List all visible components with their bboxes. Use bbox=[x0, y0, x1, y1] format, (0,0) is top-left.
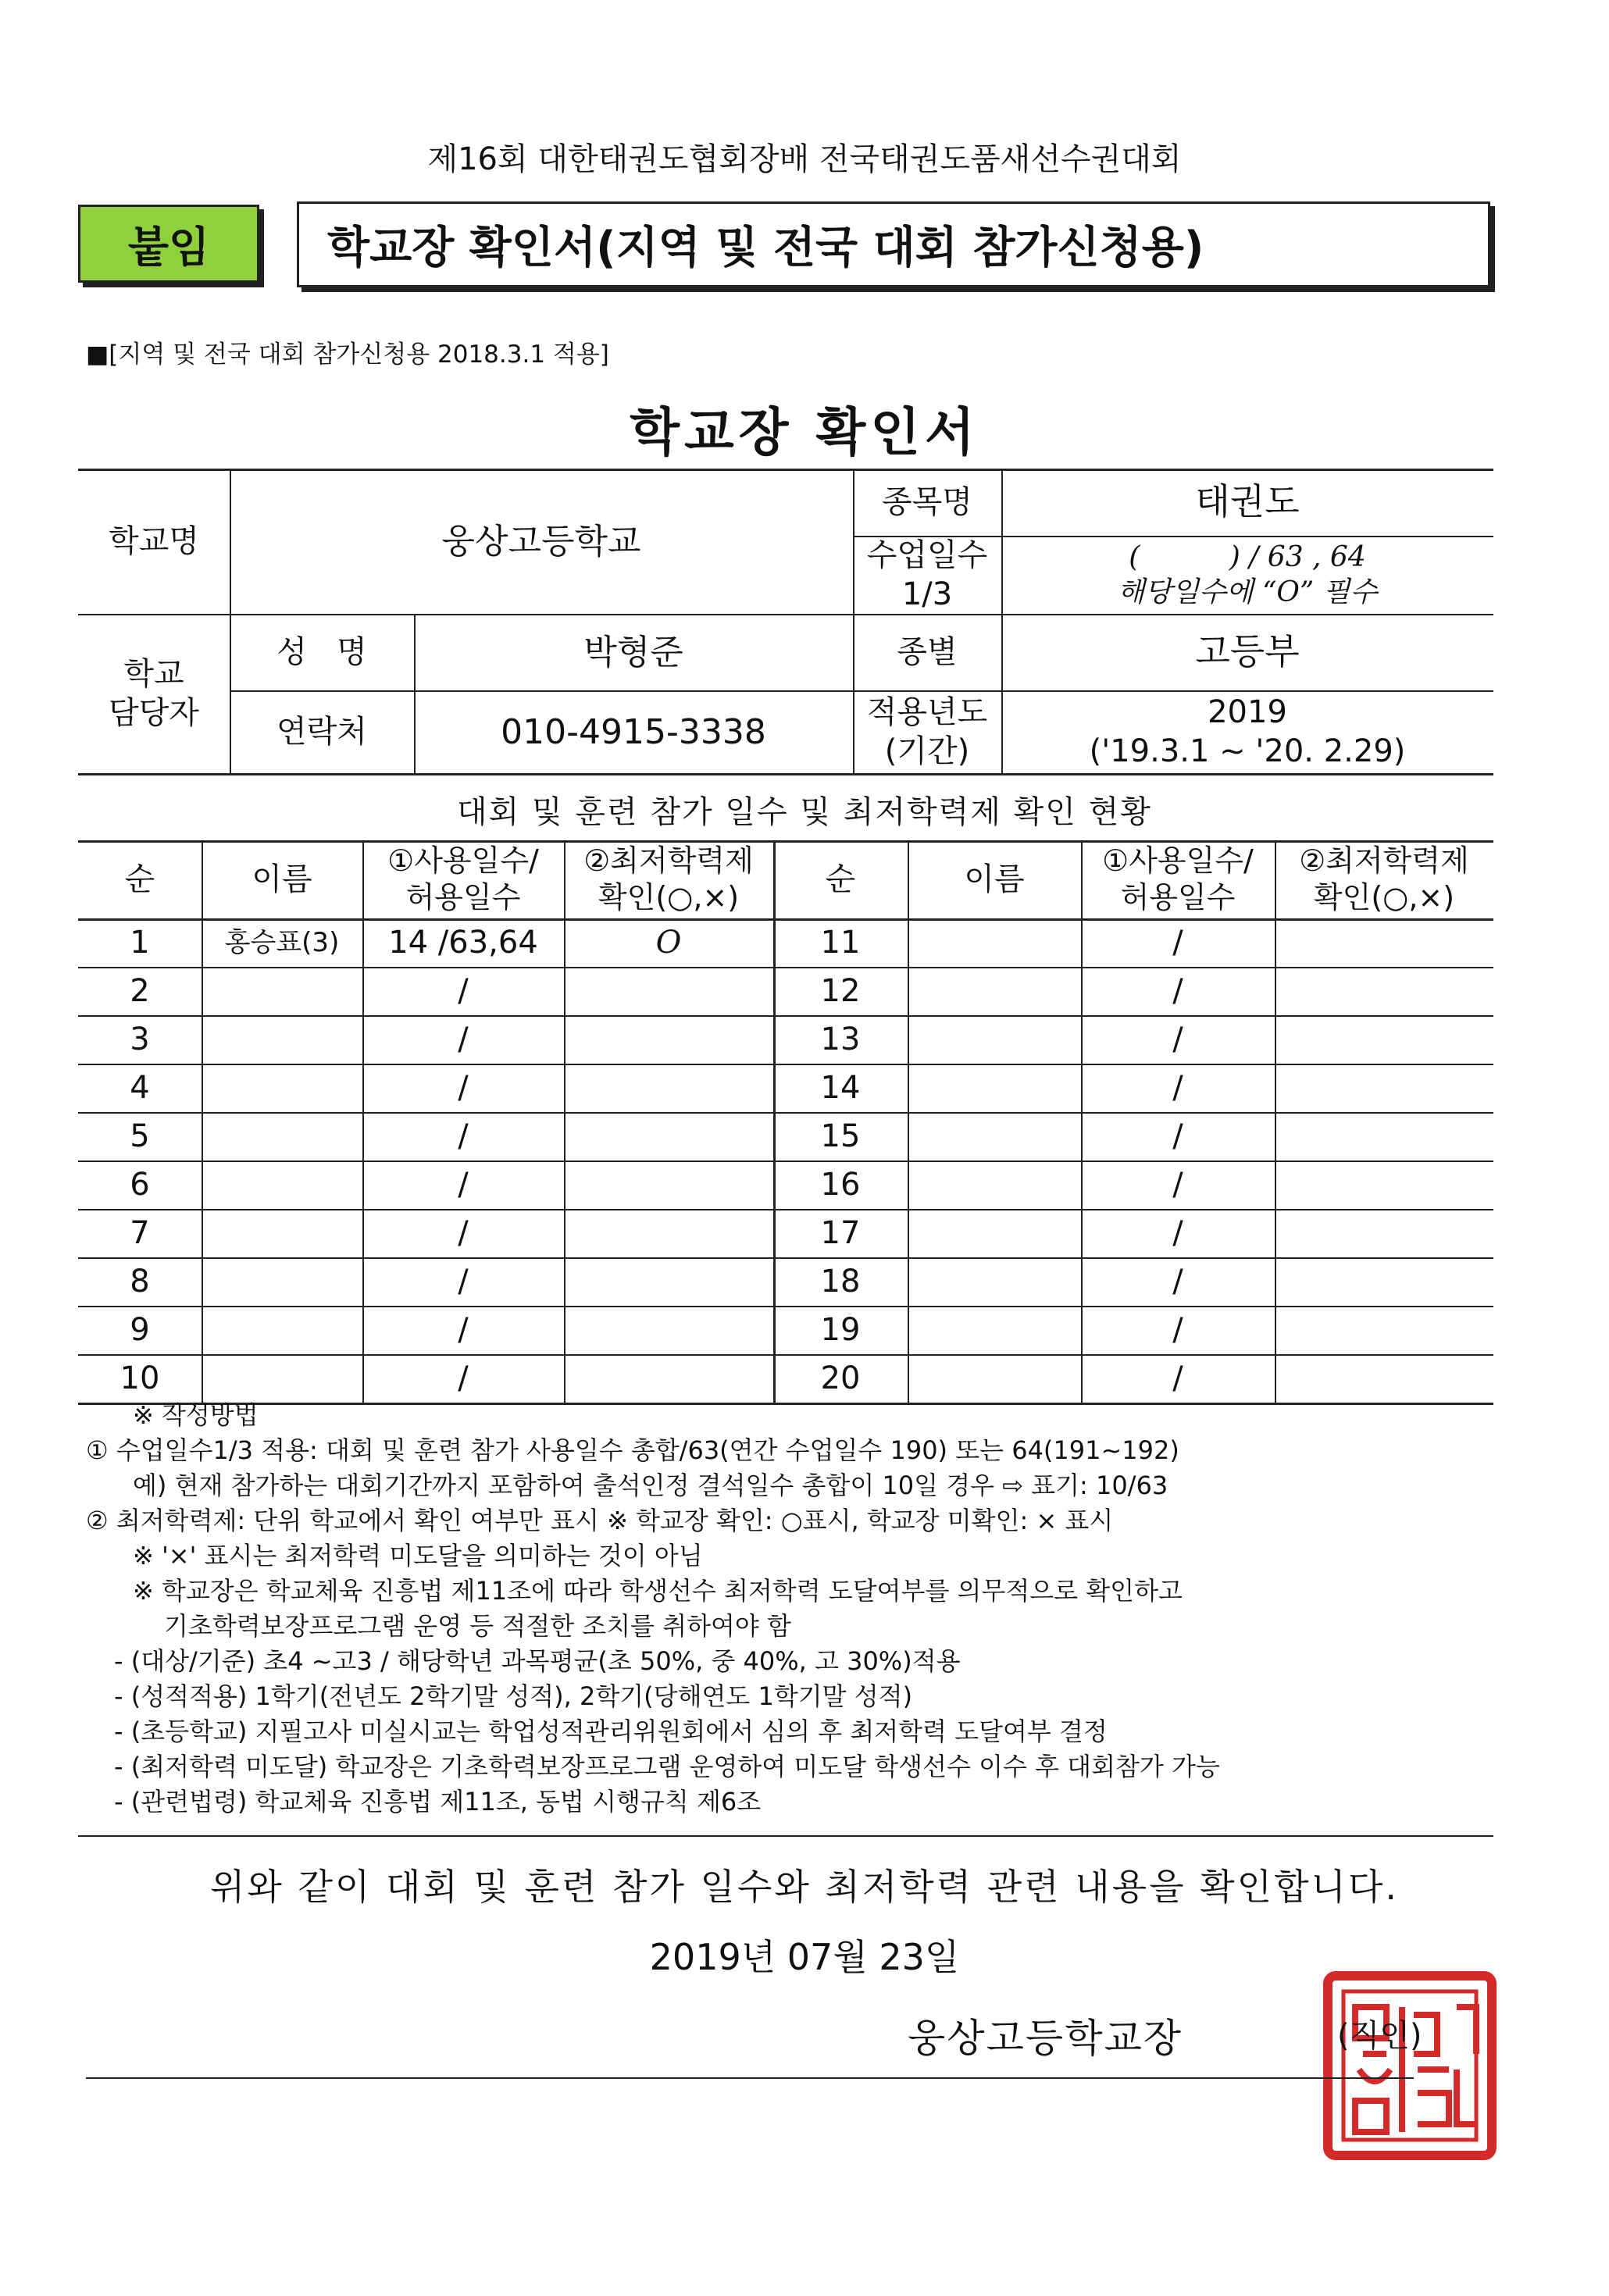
instruction-line: - (성적적용) 1학기(전년도 2학기말 성적), 2학기(당해연도 1학기말 성적) bbox=[114, 1681, 913, 1711]
col-header-no-right: 순 bbox=[825, 861, 856, 897]
row-check: O bbox=[655, 925, 682, 961]
principal-name: 웅상고등학교장 bbox=[908, 2016, 1183, 2061]
col-header-days-line2: 허용일수 bbox=[405, 880, 521, 914]
year-label bbox=[853, 690, 1001, 773]
seal-label: (직인) bbox=[1337, 2018, 1422, 2054]
row-days: / bbox=[1172, 1360, 1183, 1396]
division-label: 종별 bbox=[897, 634, 958, 670]
row-days: / bbox=[1172, 1021, 1183, 1057]
row-days: / bbox=[458, 1312, 469, 1348]
row-days: / bbox=[458, 1070, 469, 1106]
year-value-line2: ('19.3.1 ~ '20. 2.29) bbox=[1089, 733, 1406, 769]
col-header-days-right-line1: ①사용일수/ bbox=[1102, 843, 1254, 878]
col-header-check-right-line2: 확인(○,×) bbox=[1313, 880, 1455, 914]
row-days: / bbox=[458, 1167, 469, 1203]
row-no: 8 bbox=[130, 1264, 150, 1300]
row-no: 18 bbox=[820, 1264, 861, 1300]
school-days-value bbox=[1001, 536, 1493, 614]
col-header-name-right: 이름 bbox=[964, 861, 1025, 897]
instructions bbox=[86, 1398, 1220, 1820]
row-no: 7 bbox=[130, 1215, 150, 1251]
section-title: 대회 및 훈련 참가 일수 및 최저학력제 확인 현황 bbox=[457, 794, 1152, 830]
notes-divider bbox=[78, 1835, 1493, 1837]
school-days-label-line1: 수업일수 bbox=[866, 537, 988, 573]
instruction-line: 기초학력보장프로그램 운영 등 적절한 조치를 취하여야 함 bbox=[164, 1611, 791, 1641]
row-no: 4 bbox=[130, 1070, 150, 1106]
col-header-name: 이름 bbox=[252, 861, 312, 897]
row-no: 15 bbox=[820, 1118, 861, 1154]
col-header-check-right bbox=[1275, 840, 1493, 918]
instructions-heading: ※ 작성방법 bbox=[133, 1400, 259, 1430]
manager-name-label: 성 명 bbox=[276, 634, 367, 670]
row-no: 6 bbox=[130, 1167, 150, 1203]
row-no: 20 bbox=[820, 1360, 861, 1396]
col-header-no: 순 bbox=[124, 861, 155, 897]
year-label-line2: (기간) bbox=[884, 733, 970, 769]
school-days-value-line2: 해당일수에 “O” 필수 bbox=[1117, 576, 1378, 608]
instruction-line: ※ 학교장은 학교체육 진흥법 제11조에 따라 학생선수 최저학력 도달여부를 의무적으로 확인하고 bbox=[133, 1576, 1183, 1606]
row-no: 19 bbox=[820, 1312, 861, 1348]
row-days: / bbox=[1172, 973, 1183, 1009]
row-no: 9 bbox=[130, 1312, 150, 1348]
instruction-line: - (관련법령) 학교체육 진흥법 제11조, 동법 시행규칙 제6조 bbox=[114, 1787, 762, 1816]
row-no: 13 bbox=[820, 1021, 861, 1057]
division-value: 고등부 bbox=[1195, 630, 1300, 673]
year-value bbox=[1001, 690, 1493, 773]
school-name-label: 학교명 bbox=[109, 523, 199, 559]
instruction-line: ※ '×' 표시는 최저학력 미도달을 의미하는 것이 아님 bbox=[133, 1541, 703, 1570]
row-days: / bbox=[1172, 1312, 1183, 1348]
instruction-line: ① 수업일수1/3 적용: 대회 및 훈련 참가 사용일수 총합/63(연간 수업일수 190) 또는 64(191~192) bbox=[86, 1435, 1179, 1465]
event-value: 태권도 bbox=[1195, 480, 1300, 523]
row-days: / bbox=[458, 1118, 469, 1154]
year-value-line1: 2019 bbox=[1208, 694, 1287, 730]
col-header-days-line1: ①사용일수/ bbox=[387, 843, 539, 878]
row-days: / bbox=[1172, 1264, 1183, 1300]
row-no: 11 bbox=[820, 925, 861, 961]
row-no: 14 bbox=[820, 1070, 861, 1106]
row-days: / bbox=[1172, 1118, 1183, 1154]
row-no: 16 bbox=[820, 1167, 861, 1203]
instruction-line: - (최저학력 미도달) 학교장은 기초학력보장프로그램 운영하여 미도달 학생선수 이수 후 대회참가 가능 bbox=[114, 1752, 1220, 1781]
row-no: 5 bbox=[130, 1118, 150, 1154]
row-no: 12 bbox=[820, 973, 861, 1009]
row-no: 3 bbox=[130, 1021, 150, 1057]
row-days: / bbox=[1172, 925, 1183, 961]
col-header-check-right-line1: ②최저학력제 bbox=[1299, 843, 1469, 878]
instruction-line: - (초등학교) 지필고사 미실시교는 학업성적관리위원회에서 심의 후 최저학력 도달여부 결정 bbox=[114, 1717, 1108, 1746]
manager-label-line1: 학교 bbox=[123, 656, 184, 692]
row-name: 홍승표(3) bbox=[224, 926, 340, 958]
year-label-line1: 적용년도 bbox=[866, 694, 988, 730]
row-no: 2 bbox=[130, 973, 150, 1009]
row-days: / bbox=[458, 1360, 469, 1396]
col-header-check bbox=[564, 840, 773, 918]
official-seal bbox=[1320, 1968, 1500, 2163]
col-header-days bbox=[362, 840, 564, 918]
confirmation-date: 2019년 07월 23일 bbox=[649, 1936, 960, 1978]
row-no: 10 bbox=[120, 1360, 160, 1396]
row-days: / bbox=[458, 1264, 469, 1300]
col-header-days-right bbox=[1081, 840, 1275, 918]
confirmation-statement: 위와 같이 대회 및 훈련 참가 일수와 최저학력 관련 내용을 확인합니다. bbox=[209, 1866, 1400, 1908]
school-days-value-line1: ( ) / 63 , 64 bbox=[1129, 541, 1366, 573]
col-header-check-line2: 확인(○,×) bbox=[598, 880, 740, 914]
col-header-days-right-line2: 허용일수 bbox=[1120, 880, 1236, 914]
instruction-line: ② 최저학력제: 단위 학교에서 확인 여부만 표시 ※ 학교장 확인: ○표시, 학교장 미확인: × 표시 bbox=[86, 1506, 1114, 1535]
row-days: 14 /63,64 bbox=[388, 925, 538, 961]
school-days-label-line2: 1/3 bbox=[901, 576, 953, 612]
instruction-line: - (대상/기준) 초4 ~고3 / 해당학년 과목평균(초 50%, 중 40%, 고 30%)적용 bbox=[114, 1646, 961, 1676]
event-title: 제16회 대한태권도협회장배 전국태권도품새선수권대회 bbox=[427, 141, 1182, 177]
contact-label: 연락처 bbox=[276, 714, 367, 750]
row-days: / bbox=[458, 973, 469, 1009]
scope-note: ■[지역 및 전국 대회 참가신청용 2018.3.1 적용] bbox=[86, 340, 609, 369]
instruction-line: 예) 현재 참가하는 대회기간까지 포함하여 출석인정 결석일수 총합이 10일 경우 ⇨ 표기: 10/63 bbox=[133, 1471, 1168, 1500]
school-days-label bbox=[853, 536, 1001, 614]
col-header-check-line1: ②최저학력제 bbox=[583, 843, 754, 878]
manager-label bbox=[78, 614, 230, 773]
contact-value: 010-4915-3338 bbox=[501, 711, 766, 752]
signature-line bbox=[86, 2077, 1414, 2079]
row-days: / bbox=[458, 1021, 469, 1057]
row-days: / bbox=[458, 1215, 469, 1251]
row-days: / bbox=[1172, 1215, 1183, 1251]
row-no: 1 bbox=[130, 925, 150, 961]
row-no: 17 bbox=[820, 1215, 861, 1251]
form-title: 학교장 확인서 bbox=[630, 402, 979, 462]
manager-label-line2: 담당자 bbox=[109, 695, 199, 731]
row-days: / bbox=[1172, 1167, 1183, 1203]
row-days: / bbox=[1172, 1070, 1183, 1106]
school-name-value: 웅상고등학교 bbox=[441, 521, 641, 562]
manager-name-value: 박형준 bbox=[583, 632, 683, 672]
event-label: 종목명 bbox=[882, 484, 972, 520]
attachment-badge: 붙임 bbox=[78, 205, 259, 283]
document-title: 학교장 확인서(지역 및 전국 대회 참가신청용) bbox=[297, 201, 1490, 287]
